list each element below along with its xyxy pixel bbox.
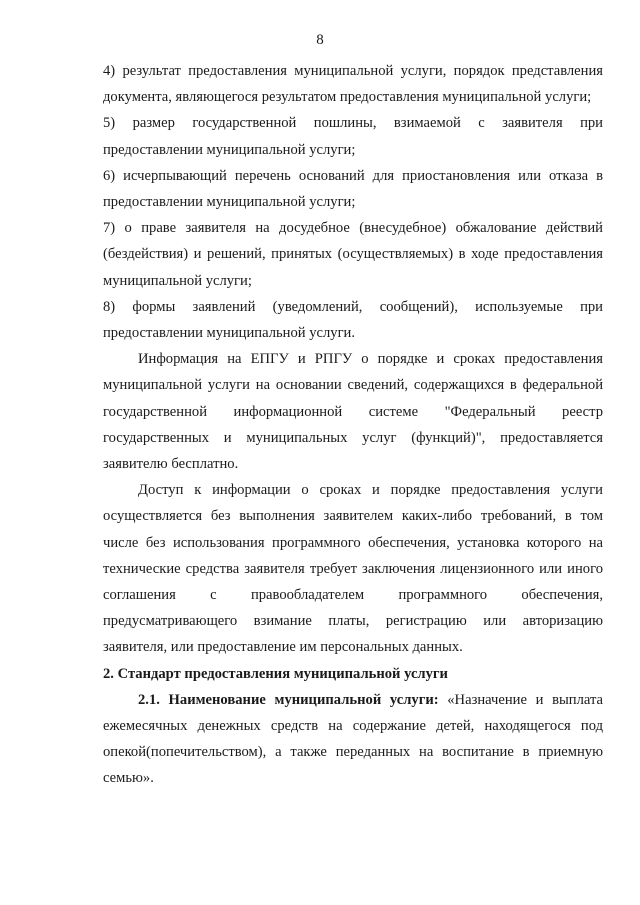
paragraph: Информация на ЕПГУ и РПГУ о порядке и сроках предоставления муниципальной услуги на основании сведений, содержащихся в федеральной государственной информационной системе "Федеральный реестр государственных и муниципальных услуг (функций)", предоставляется заявителю бесплатно. — [103, 351, 603, 473]
subsection-label: 2.1. Наименование муниципальной услуги: — [138, 691, 439, 708]
subsection-paragraph — [103, 687, 603, 792]
list-item: 8) формы заявлений (уведомлений, сообщений), используемые при предоставлении муниципальной услуги. — [103, 298, 603, 342]
paragraph: Доступ к информации о сроках и порядке предоставления услуги осуществляется без выполнения заявителем каких-либо требований, в том числе без использования программного обеспечения, установка которого на технические средства заявителя требует заключения лицензионного или иного соглашения с правообладателем программного обеспечения, предусматривающего взимание платы, регистрацию или авторизацию заявителя, или предоставление им персональных данных. — [103, 482, 603, 656]
list-item: 5) размер государственной пошлины, взимаемой с заявителя при предоставлении муниципальной услуги; — [103, 115, 603, 158]
subsection-text: «Назначение и выплата ежемесячных денежных средств на содержание детей, находящегося под опекой(попечительством), а также переданных на воспитание в приемную семью». — [103, 691, 603, 787]
list-item: 7) о праве заявителя на досудебное (внесудебное) обжалование действий (бездействия) и решений, принятых (осуществляемых) в ходе предоставления муниципальной услуги; — [103, 220, 603, 289]
document-body — [103, 58, 603, 792]
list-item: 6) исчерпывающий перечень оснований для приостановления или отказа в предоставлении муниципальной услуги; — [103, 167, 603, 211]
page-number: 8 — [316, 32, 324, 48]
section-heading: 2. Стандарт предоставления муниципальной услуги — [103, 665, 448, 682]
list-item: 4) результат предоставления муниципальной услуги, порядок представления документа, являющегося результатом предоставления муниципальной услуги; — [103, 63, 603, 106]
